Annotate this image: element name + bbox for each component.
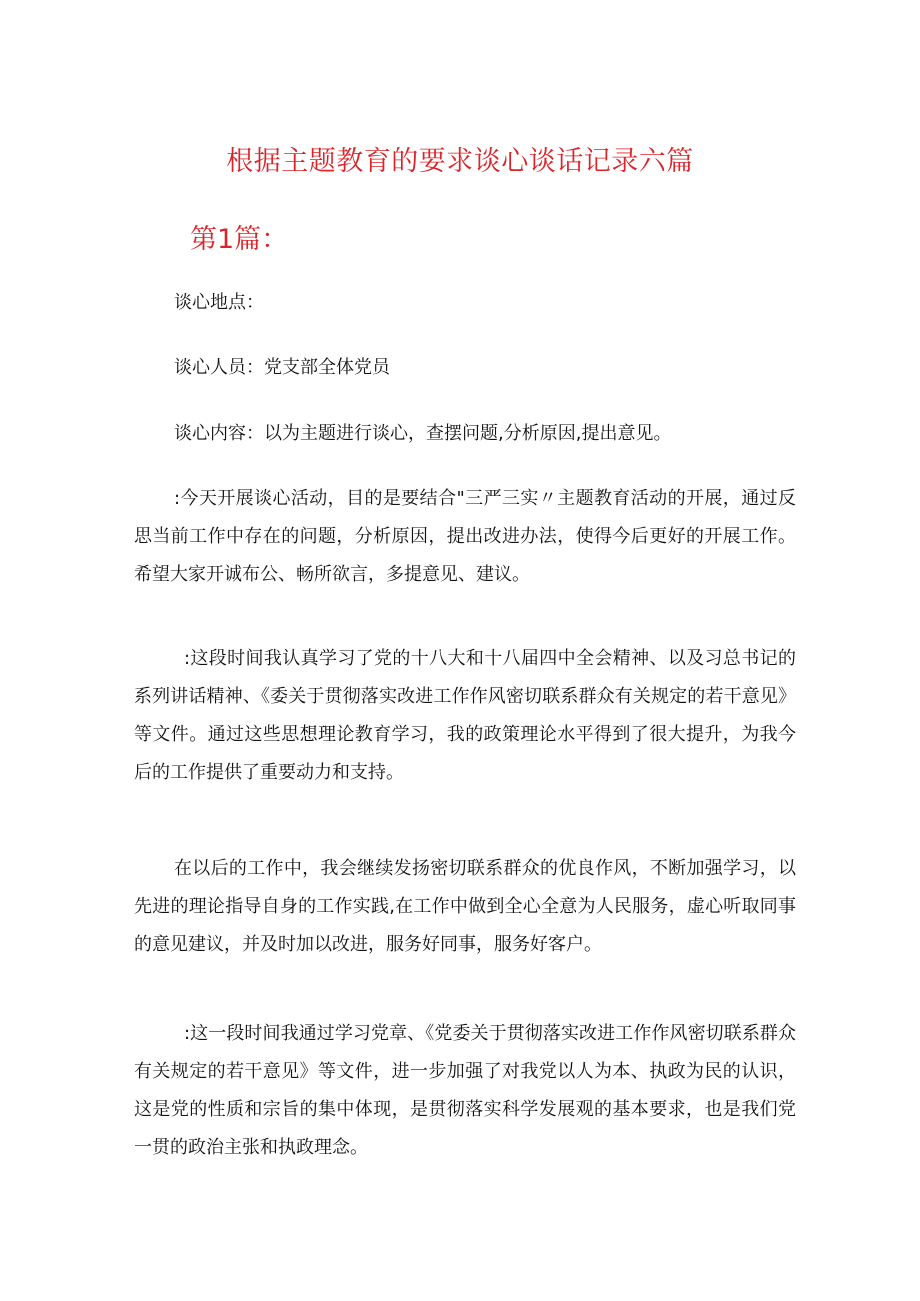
meta-content: 谈心内容：以为主题进行谈心，查摆问题,分析原因,提出意见。: [174, 423, 672, 444]
paragraph-3: 在以后的工作中，我会继续发扬密切联系群众的优良作风，不断加强学习，以先进的理论指导自身的工作实践,在工作中做到全心全意为人民服务，虚心听取同事的意见建议，并及时加以改进，服务好同事，服务好客户。: [134, 858, 796, 955]
section-heading: 第1篇：: [190, 224, 289, 255]
paragraph-1: :今天开展谈心活动，目的是要结合"三严三实〃主题教育活动的开展，通过反思当前工作中存在的问题，分析原因，提出改进办法，使得今后更好的开展工作。希望大家开诚布公、畅所欲言，多提意见、建议。: [134, 488, 796, 585]
paragraph-4: :这一段时间我通过学习党章、《党委关于贯彻落实改进工作作风密切联系群众有关规定的若干意见》等文件，进一步加强了对我党以人为本、执政为民的认识，这是党的性质和宗旨的集中体现，是贯彻落实科学发展观的基本要求，也是我们党一贯的政治主张和执政理念。: [134, 1023, 796, 1158]
paragraph-2: :这段时间我认真学习了党的十八大和十八届四中全会精神、以及习总书记的系列讲话精神、《委关于贯彻落实改进工作作风密切联系群众有关规定的若干意见》等文件。通过这些思想理论教育学习，我的政策理论水平得到了很大提升，为我今后的工作提供了重要动力和支持。: [134, 648, 796, 783]
meta-location: 谈心地点：: [174, 292, 264, 313]
meta-participants: 谈心人员：党支部全体党员: [174, 357, 390, 378]
document-title: 根据主题教育的要求谈心谈话记录六篇: [226, 146, 694, 177]
